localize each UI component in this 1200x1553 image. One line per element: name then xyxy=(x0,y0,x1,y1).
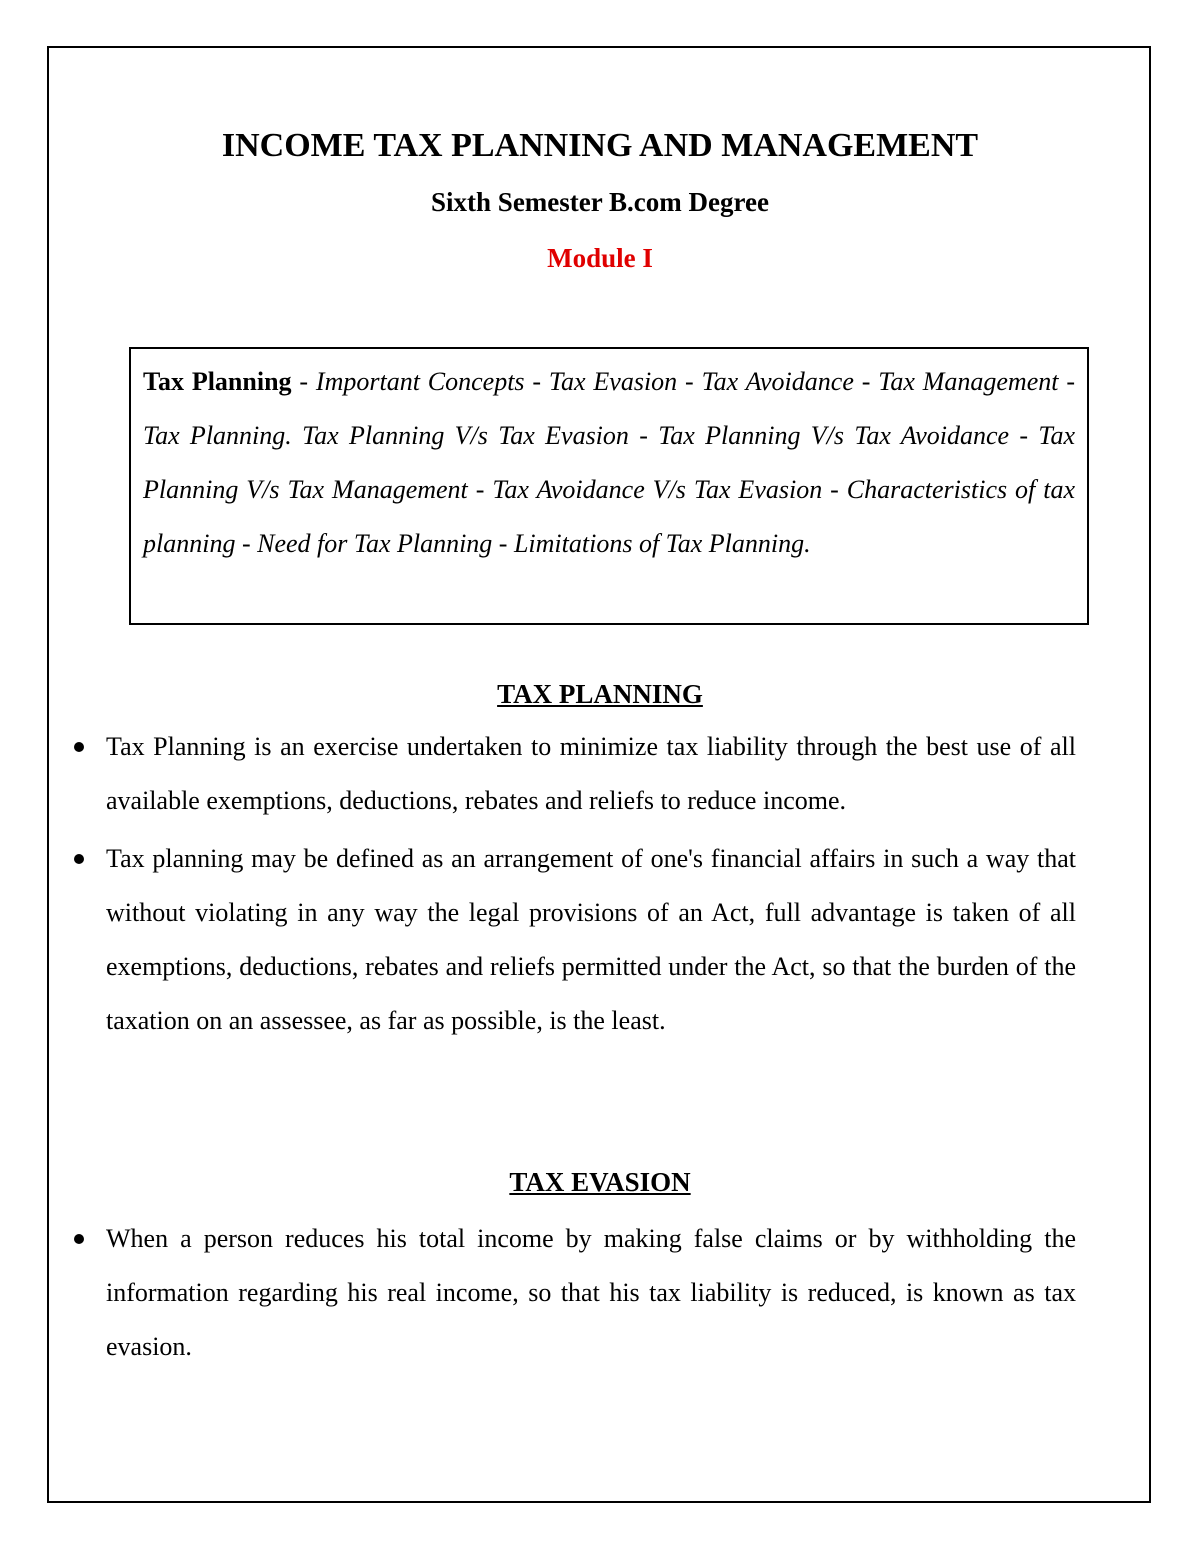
bullet-text: Tax planning may be defined as an arrangement of one's financial affairs in such a way that without violating in any way the legal provisions of an Act, full advantage is taken of all exemptions, deductions, rebates and reliefs permitted under the Act, so that the burden of the taxation on an assessee, as far as possible, is the least. xyxy=(106,844,1076,1035)
bullet-icon xyxy=(74,1234,84,1244)
syllabus-box xyxy=(129,347,1089,625)
list-item xyxy=(72,832,1076,1048)
bullet-text: When a person reduces his total income by making false claims or by withholding the information regarding his real income, so that his tax liability is reduced, is known as tax evasion. xyxy=(106,1224,1076,1361)
bullet-icon xyxy=(74,854,84,864)
tax-planning-bullet-list xyxy=(72,720,1076,1052)
list-item xyxy=(72,720,1076,828)
module-label: Module I xyxy=(547,243,653,273)
list-item xyxy=(72,1212,1076,1374)
document-title: INCOME TAX PLANNING AND MANAGEMENT xyxy=(221,127,979,164)
syllabus-topics: - Important Concepts - Tax Evasion - Tax Avoidance - Tax Management - Tax Planning. Tax Planning V/s Tax Evasion - Tax Planning V/s Tax Avoidance - Tax Planning V/s Tax Management - Tax Avoidance V/s Tax Evasion - Characteristics of tax planning - Need for Tax Planning - Limitations of Tax Planning. xyxy=(143,367,1075,558)
document-subtitle: Sixth Semester B.com Degree xyxy=(431,187,769,217)
tax-evasion-bullet-list xyxy=(72,1212,1076,1378)
syllabus-lead: Tax Planning xyxy=(143,367,292,396)
section-heading-tax-evasion: TAX EVASION xyxy=(509,1167,691,1197)
bullet-icon xyxy=(74,742,84,752)
section-heading-tax-planning: TAX PLANNING xyxy=(497,679,703,709)
bullet-text: Tax Planning is an exercise undertaken to minimize tax liability through the best use of all available exemptions, deductions, rebates and reliefs to reduce income. xyxy=(106,732,1076,815)
